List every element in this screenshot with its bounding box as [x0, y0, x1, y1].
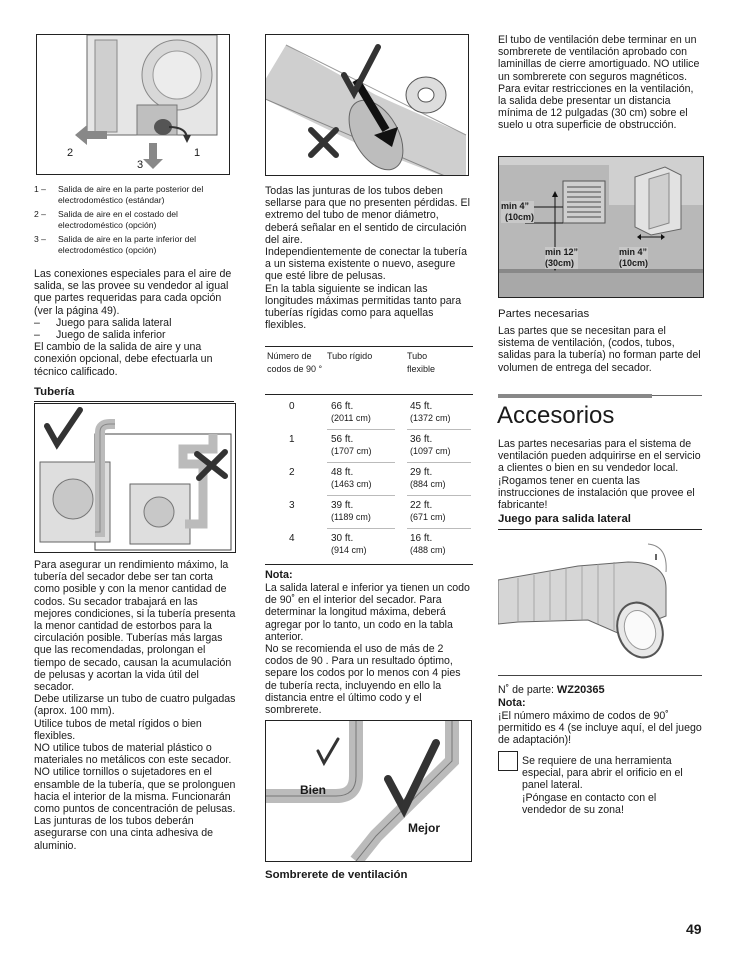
pipe-routing-drawing — [35, 404, 235, 552]
note-box-text: Se requiere de una herramienta especial, para abrir el orificio en el panel lateral. ¡Póngase en contacto con el vendedor de su zona! — [522, 755, 683, 816]
part-number: WZ20365 — [556, 684, 605, 696]
outlet-paragraph: Las conexiones especiales para el aire de salida, se las provee su vendedor al igual que partes requeridas para cada opción (ver la página 49). – Juego para salida lateral – Juego de salida inferior El cambio de la salida de aire y una conexión opcional, debe efectuarla un técnico calificado. — [34, 268, 234, 378]
legend-item: 2 – Salida de aire en el costado del electrodoméstico (opción) — [34, 209, 178, 230]
nota-title: Nota: — [265, 569, 293, 581]
col2-intro: Todas las junturas de los tubos deben sellarse para que no presenten pérdidas. El extremo del tubo de menor diámetro, deberá señalar en el sentido de circulación del aire. Independientemente de conectar la tubería a un sistema existente o nuevo, asegure que esté libre de pelusas. En la tabla siguiente se indican las longitudes máximas permitidas tanto para tuberías rígidas como para aquellas flexibles. — [265, 185, 470, 332]
mejor-label: Mejor — [408, 821, 441, 835]
side-vent-kit-figure — [498, 532, 702, 672]
legend-item: 3 – Salida de aire en la parte inferior del electrodoméstico (opción) — [34, 234, 197, 255]
page-number: 49 — [686, 921, 702, 937]
partes-text: Las partes que se necesitan para el sistema de ventilación, (codos, tubos, salidas para la tubería) no forman parte del volumen de entrega del secador. — [498, 325, 701, 374]
bien-label: Bien — [300, 783, 327, 797]
vent-hood-figure — [498, 156, 704, 298]
table-row: 0 66 ft. (2011 cm) 45 ft. (1372 cm) — [265, 396, 473, 429]
juego-title: Juego para salida lateral — [498, 513, 631, 525]
dim-min12: min 12” (30cm) — [545, 247, 579, 268]
vent-hood-drawing — [499, 157, 703, 297]
pipe-routing-figure — [34, 403, 236, 553]
table-row: 2 48 ft. (1463 cm) 29 ft. (884 cm) — [265, 462, 473, 495]
legend-item: 1 – Salida de aire en la parte posterior del electrodoméstico (estándar) — [34, 184, 204, 205]
accesorios-text: Las partes necesarias para el sistema de ventilación pueden adquirirse en el servicio a clientes o bien en su vendedor local. ¡Rogamos tener en cuenta las instrucciones de instalación que provee el fabricante! — [498, 438, 701, 512]
note-checkbox-icon — [498, 751, 518, 771]
tuberia-body: Para asegurar un rendimiento máximo, la tubería del secador debe ser tan corta como posible y con la menor cantidad de codos. Su secador trabajará en las mejores condiciones, si la tubería presenta la menor cantidad de estorbos para la circulación posible. Tuberías más largas que las recomendadas, prolongan el tiempo de secado, causan la acumulación de pelusas y acortan la vida útil del secador. Debe utilizarse un tubo de cuatro pulgadas (aprox. 100 mm). Utilice tubos de metal rígidos o bien flexibles. NO utilice tubos de material plástico o materiales no metálicos con este secador. NO utilice tornillos o sujetadores en el ensamble de la tubería, que se prolonguen hacia el interior de la misma. Funcionarán como puntos de concentración de pelusas. Las junturas de los tubos deberán asegurarse con una cinta adhesiva de aluminio. — [34, 559, 236, 852]
nota-body: La salida lateral e inferior ya tienen un codo de 90˚ en el interior del secador. Para determinar la longitud máxima, deberá agregar por lo tanto, un codo en la tabla anterior. No se recomienda el uso de más de 2 codos de 90 . Para un resultado óptimo, separe los codos por lo menos con 4 pies de tubería recta, incluyendo en ello la distancia entre el último codo y el sombrerete. — [265, 582, 470, 717]
dryer-outlet-figure — [36, 34, 230, 175]
juego-rule — [498, 529, 702, 530]
table-header: Tubo rígido — [327, 351, 373, 361]
tuberia-title: Tubería — [34, 386, 75, 398]
kit-rule — [498, 675, 702, 676]
table-row: 4 30 ft. (914 cm) 16 ft. (488 cm) — [289, 533, 446, 555]
col3-intro: El tubo de ventilación debe terminar en un sombrerete de ventilación aprobado con laminillas de cierre amortiguado. NO utilice un sombrerete con seguros magnéticos. Para evitar restricciones en la ventilación, la salida debe presentar un distancia mínima de 12 pulgadas (30 cm) sobre el suelo u otra superficie de obstrucción. — [498, 34, 700, 132]
table-bottom-rule — [265, 564, 473, 565]
accesorios-rule-thick — [498, 394, 652, 398]
bullet-item: – Juego para salida lateral — [34, 316, 172, 329]
table-header: Número de codos de 90 ° — [267, 351, 323, 374]
pipe-tape-figure — [265, 34, 469, 176]
table-row: 1 56 ft. (1707 cm) 36 ft. (1097 cm) — [265, 429, 473, 462]
pipe-tape-drawing — [266, 35, 468, 175]
col3-nota-title: Nota: — [498, 697, 526, 709]
fig-label-1: 1 — [194, 147, 201, 159]
side-vent-kit-drawing — [498, 532, 702, 672]
partes-title: Partes necesarias — [498, 308, 590, 320]
accesorios-title: Accesorios — [497, 402, 615, 429]
legend-list — [34, 184, 230, 256]
table-rows — [265, 396, 473, 561]
fig-label-3: 3 — [137, 159, 144, 171]
part-number-line: N˚ de parte: WZ20365 — [498, 684, 605, 696]
table-header: Tubo flexible — [407, 351, 436, 374]
bullet-item: – Juego de salida inferior — [34, 329, 166, 342]
vent-options-drawing — [266, 721, 471, 861]
tuberia-rule — [34, 401, 234, 402]
dim-min4-side: min 4” (10cm) — [619, 247, 649, 268]
dim-min4-top: min 4” (10cm) — [501, 201, 535, 222]
table-row: 3 39 ft. (1189 cm) 22 ft. (671 cm) — [265, 495, 473, 528]
fig-label-2: 2 — [67, 147, 74, 159]
sombrerete-title: Sombrerete de ventilación — [265, 869, 408, 881]
vent-options-figure — [265, 720, 472, 862]
col3-nota-text: ¡El número máximo de codos de 90˚ permitido es 4 (se incluye aquí, el del juego de adaptación)! — [498, 710, 702, 747]
dryer-outlet-drawing — [37, 35, 229, 174]
